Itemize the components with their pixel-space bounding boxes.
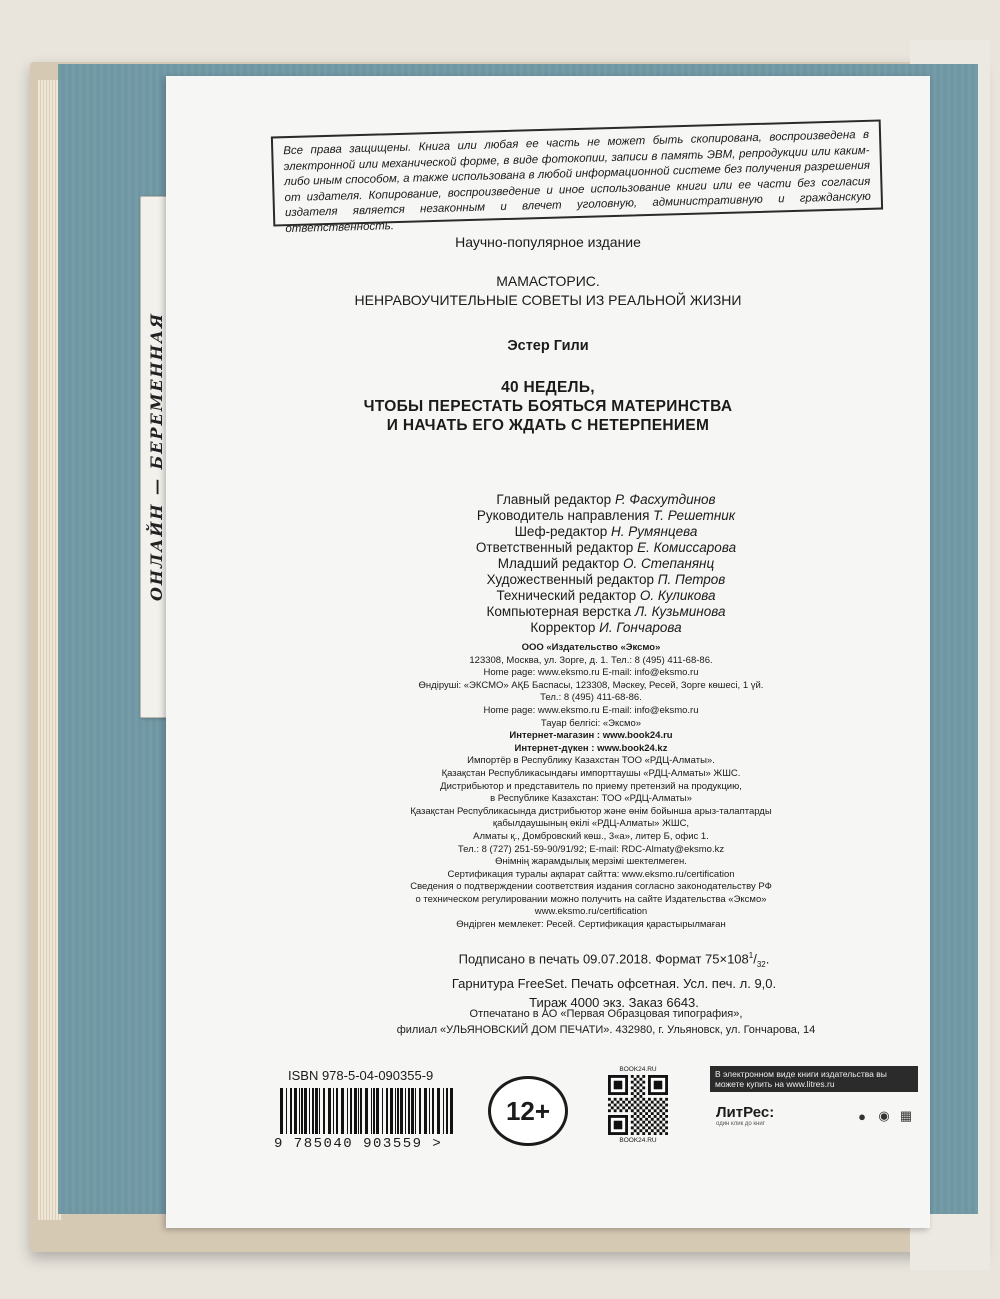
qr-module (631, 1126, 634, 1129)
qr-module (651, 1112, 654, 1115)
publisher-line: в Республике Казахстан: ТОО «РДЦ-Алматы» (490, 793, 692, 805)
publisher-line: 123308, Москва, ул. Зорге, д. 1. Тел.: 8 (495) 411-68-86. (469, 654, 713, 666)
print-details (424, 946, 804, 1012)
series-title (166, 272, 930, 310)
barcode-bar (429, 1088, 430, 1134)
barcode-bar (415, 1088, 416, 1134)
barcode-bar (358, 1088, 359, 1134)
publisher-line: Қазақстан Республикасындағы импорттаушы «РДЦ-Алматы» ЖШС. (441, 767, 741, 779)
staff-name: Л. Кузьминова (634, 604, 726, 619)
publisher-line: Алматы қ., Домбровский көш., 3«а», литер Б, офис 1. (473, 830, 709, 842)
qr-module (614, 1098, 617, 1101)
qr-module (662, 1112, 665, 1115)
qr-module (665, 1104, 668, 1107)
barcode-bar (382, 1088, 383, 1134)
qr-module (659, 1098, 662, 1101)
qr-module (634, 1124, 637, 1127)
qr-module (634, 1078, 637, 1081)
qr-module (639, 1095, 642, 1098)
qr-module (648, 1109, 651, 1112)
printer-info (366, 1006, 846, 1038)
qr-module (639, 1078, 642, 1081)
publisher-line: Тел.: 8 (495) 411-68-86. (540, 692, 642, 704)
barcode-bar (347, 1088, 348, 1134)
staff-role: Руководитель направления (476, 508, 650, 523)
barcode-bar (424, 1088, 427, 1134)
qr-module (619, 1098, 622, 1101)
qr-module (659, 1109, 662, 1112)
publisher-line: Өндіруші: «ЭКСМО» АҚБ Баспасы, 123308, Мәскеу, Ресей, Зорге көшесі, 1 үй. (418, 679, 764, 691)
qr-module (659, 1132, 662, 1135)
qr-module (645, 1106, 648, 1109)
qr-module (657, 1106, 660, 1109)
qr-module (634, 1101, 637, 1104)
qr-module (631, 1104, 634, 1107)
qr-module (634, 1089, 637, 1092)
qr-module (645, 1101, 648, 1104)
qr-module (662, 1129, 665, 1132)
barcode-bar (350, 1088, 352, 1134)
qr-module (648, 1115, 651, 1118)
staff-role: Корректор (530, 620, 596, 635)
staff-name: Т. Решетник (653, 508, 736, 523)
staff-list (396, 492, 816, 636)
qr-module (639, 1124, 642, 1127)
litres-block (710, 1066, 918, 1146)
staff-role: Главный редактор (496, 492, 612, 507)
qr-module (631, 1132, 634, 1135)
qr-module (625, 1098, 628, 1101)
qr-module (665, 1132, 668, 1135)
print-line-2: Гарнитура FreeSet. Печать офсетная. Усл. печ. л. 9,0. (451, 975, 777, 991)
staff-line (396, 540, 816, 556)
series-line-1: МАМАСТОРИС. (496, 273, 600, 289)
barcode-bar (419, 1088, 421, 1134)
barcode-bar (408, 1088, 410, 1134)
qr-module (637, 1098, 640, 1101)
qr-module (637, 1092, 640, 1095)
print-format: Подписано в печать 09.07.2018. Формат 75×108 (458, 951, 749, 967)
qr-module (619, 1104, 622, 1107)
qr-module (654, 1115, 657, 1118)
publisher-line: о техническом регулировании можно получить на сайте Издательства «Эксмо» (415, 893, 767, 905)
qr-finder (614, 1081, 623, 1090)
barcode-bar (309, 1088, 310, 1134)
publisher-line: ООО «Издательство «Эксмо» (521, 642, 661, 653)
publisher-line: Интернет-магазин : www.book24.ru (509, 730, 673, 742)
qr-module (648, 1098, 651, 1101)
staff-line (396, 588, 816, 604)
publisher-line: қабылдаушының өкілі «РДЦ-Алматы» ЖШС, (492, 818, 690, 830)
qr-module (642, 1092, 645, 1095)
barcode-bar (333, 1088, 334, 1134)
staff-line (396, 556, 816, 572)
barcode-bar (299, 1088, 300, 1134)
qr-module (662, 1101, 665, 1104)
staff-line (396, 524, 816, 540)
barcode-bar (390, 1088, 393, 1134)
qr-module (657, 1112, 660, 1115)
barcode-image (278, 1088, 458, 1136)
qr-module (665, 1115, 668, 1118)
staff-name: О. Куликова (639, 588, 716, 603)
qr-module (611, 1106, 614, 1109)
barcode-bar (386, 1088, 388, 1134)
barcode-bar (323, 1088, 325, 1134)
qr-module (611, 1101, 614, 1104)
imprint-page (166, 76, 930, 1228)
qr-module (659, 1104, 662, 1107)
qr-module (648, 1104, 651, 1107)
publisher-line: Импортёр в Республику Казахстан ТОО «РДЦ-Алматы». (467, 755, 715, 767)
qr-module (659, 1115, 662, 1118)
qr-module (642, 1104, 645, 1107)
publisher-line: Қазақстан Республикасында дистрибьютор және өнім бойынша арыз-талаптарды (410, 805, 772, 817)
qr-module (634, 1084, 637, 1087)
qr-module (631, 1109, 634, 1112)
qr-module (639, 1112, 642, 1115)
qr-module (637, 1132, 640, 1135)
qr-code-icon (608, 1075, 668, 1135)
qr-module (622, 1101, 625, 1104)
publisher-line: Home page: www.eksmo.ru E-mail: info@eksmo.ru (483, 704, 699, 716)
qr-module (645, 1129, 648, 1132)
qr-module (642, 1126, 645, 1129)
qr-module (617, 1101, 620, 1104)
qr-module (614, 1104, 617, 1107)
age-rating-badge: 12+ (488, 1076, 568, 1146)
qr-module (619, 1109, 622, 1112)
qr-module (622, 1106, 625, 1109)
barcode-bar (395, 1088, 396, 1134)
barcode-bar (443, 1088, 444, 1134)
qr-module (651, 1101, 654, 1104)
qr-module (657, 1129, 660, 1132)
qr-module (654, 1098, 657, 1101)
qr-module (637, 1121, 640, 1124)
staff-line (396, 492, 816, 508)
firefox-icon: ◉ (878, 1108, 890, 1123)
publisher-line: Сведения о подтверждении соответствия издания согласно законодательству РФ (410, 881, 772, 893)
qr-module (665, 1098, 668, 1101)
qr-module (639, 1101, 642, 1104)
staff-role: Младший редактор (497, 556, 620, 571)
barcode-bar (336, 1088, 338, 1134)
barcode-bar (373, 1088, 375, 1134)
printer-line-2: филиал «УЛЬЯНОВСКИЙ ДОМ ПЕЧАТИ». 432980, г. Ульяновск, ул. Гончарова, 14 (396, 1024, 816, 1036)
qr-module (637, 1086, 640, 1089)
staff-name: Е. Комиссарова (637, 540, 737, 555)
barcode-bar (400, 1088, 403, 1134)
qr-module (631, 1121, 634, 1124)
publisher-line: www.eksmo.ru/certification (534, 906, 648, 918)
staff-name: Н. Румянцева (611, 524, 698, 539)
qr-module (634, 1129, 637, 1132)
print-line-1: Подписано в печать 09.07.2018. Формат $75\times 108^1/_{32}$. (458, 951, 770, 969)
qr-module (648, 1121, 651, 1124)
qr-module (654, 1132, 657, 1135)
staff-name: О. Степанянц (622, 556, 715, 571)
staff-name: П. Петров (657, 572, 726, 587)
barcode-bar (312, 1088, 314, 1134)
title-line-3: И НАЧАТЬ ЕГО ЖДАТЬ С НЕТЕРПЕНИЕМ (386, 417, 710, 434)
qr-module (648, 1126, 651, 1129)
publisher-line: Өндірген мемлекет: Ресей. Сертификация қарастырылмаған (456, 919, 726, 931)
qr-block (598, 1066, 678, 1150)
qr-module (642, 1109, 645, 1112)
qr-module (637, 1126, 640, 1129)
qr-module (631, 1081, 634, 1084)
book-title (166, 378, 930, 435)
qr-module (634, 1118, 637, 1121)
bookmark-text: ОНЛАЙН — БЕРЕМЕННАЯ (147, 312, 166, 602)
qr-module (625, 1104, 628, 1107)
qr-module (608, 1098, 611, 1101)
qr-module (642, 1121, 645, 1124)
staff-role: Технический редактор (496, 588, 637, 603)
barcode-bar (376, 1088, 379, 1134)
barcode-bar (411, 1088, 414, 1134)
qr-module (665, 1126, 668, 1129)
barcode-bar (437, 1088, 440, 1134)
qr-module (651, 1118, 654, 1121)
barcode-bar (286, 1088, 287, 1134)
qr-module (628, 1106, 631, 1109)
litres-tagline: один клик до книг (716, 1121, 765, 1127)
qr-module (639, 1118, 642, 1121)
qr-module (665, 1121, 668, 1124)
barcode-bar (446, 1088, 448, 1134)
staff-role: Ответственный редактор (475, 540, 634, 555)
qr-module (639, 1084, 642, 1087)
qr-module (659, 1121, 662, 1124)
staff-role: Компьютерная верстка (486, 604, 632, 619)
format-numerator: 1 (748, 951, 754, 960)
qr-module (637, 1081, 640, 1084)
qr-module (631, 1092, 634, 1095)
litres-banner: В электронном виде книги издательства вы можете купить на www.litres.ru (710, 1066, 918, 1092)
barcode-bar (315, 1088, 318, 1134)
qr-module (634, 1106, 637, 1109)
qr-module (642, 1098, 645, 1101)
barcode-bar (360, 1088, 362, 1134)
qr-module (651, 1124, 654, 1127)
title-line-1: 40 НЕДЕЛЬ, (501, 379, 595, 396)
barcode-bar (319, 1088, 320, 1134)
qr-module (634, 1095, 637, 1098)
staff-role: Художественный редактор (486, 572, 654, 587)
barcode-bar (450, 1088, 453, 1134)
series-line-2: НЕНРАВОУЧИТЕЛЬНЫЕ СОВЕТЫ ИЗ РЕАЛЬНОЙ ЖИЗНИ (354, 292, 742, 308)
qr-module (637, 1104, 640, 1107)
staff-name: Р. Фасхутдинов (614, 492, 716, 507)
qr-module (648, 1132, 651, 1135)
genre-label: Научно-популярное издание (455, 234, 641, 250)
qr-module (654, 1109, 657, 1112)
qr-module (665, 1109, 668, 1112)
barcode-bar (294, 1088, 297, 1134)
qr-module (645, 1112, 648, 1115)
publisher-line: Дистрибьютор и представитель по приему претензий на продукцию, (440, 780, 742, 792)
qr-module (631, 1086, 634, 1089)
staff-name: И. Гончарова (599, 620, 682, 635)
printer-line-1: Отпечатано в АО «Первая Образцовая типография», (469, 1008, 743, 1020)
publisher-line: Home page: www.eksmo.ru E-mail: info@eksmo.ru (483, 667, 699, 679)
qr-module (657, 1124, 660, 1127)
qr-module (662, 1118, 665, 1121)
barcode-digits: 9 785040 903559 > (274, 1136, 443, 1152)
qr-module (659, 1126, 662, 1129)
qr-module (662, 1124, 665, 1127)
barcode-bar (328, 1088, 331, 1134)
qr-module (637, 1109, 640, 1112)
qr-module (654, 1121, 657, 1124)
qr-module (637, 1115, 640, 1118)
print-line-3: Тираж 4000 экз. Заказ 6643. (529, 994, 699, 1010)
qr-module (642, 1081, 645, 1084)
qr-module (651, 1129, 654, 1132)
qr-module (631, 1098, 634, 1101)
qr-module (608, 1109, 611, 1112)
title-line-2: ЧТОБЫ ПЕРЕСТАТЬ БОЯТЬСЯ МАТЕРИНСТВА (363, 398, 733, 415)
windows-icon: ▦ (899, 1108, 913, 1123)
staff-line (396, 572, 816, 588)
apple-icon (832, 1108, 848, 1124)
isbn-number: ISBN 978-5-04-090355-9 (288, 1068, 434, 1083)
qr-module (642, 1086, 645, 1089)
barcode-bar (397, 1088, 399, 1134)
publisher-info (356, 642, 826, 932)
qr-finder (654, 1081, 663, 1090)
qr-label-bottom: BOOK24.RU (619, 1137, 657, 1144)
qr-module (617, 1106, 620, 1109)
barcode-bar (280, 1088, 283, 1134)
qr-module (657, 1101, 660, 1104)
publisher-line: Сертификация туралы ақпарат сайтта: www.eksmo.ru/certification (447, 868, 735, 880)
qr-module (642, 1115, 645, 1118)
barcode-bar (290, 1088, 292, 1134)
qr-module (631, 1115, 634, 1118)
qr-module (654, 1126, 657, 1129)
qr-module (642, 1132, 645, 1135)
barcode-bar (304, 1088, 307, 1134)
qr-module (657, 1118, 660, 1121)
format-denominator: 32 (756, 959, 766, 969)
qr-module (654, 1104, 657, 1107)
author-name: Эстер Гили (507, 338, 589, 354)
publisher-line: Тауар белгісі: «Эксмо» (540, 717, 642, 729)
qr-module (614, 1109, 617, 1112)
qr-module (645, 1118, 648, 1121)
barcode-bar (432, 1088, 434, 1134)
staff-role: Шеф-редактор (514, 524, 608, 539)
android-icon: ● (858, 1108, 866, 1124)
qr-module (628, 1101, 631, 1104)
qr-module (639, 1089, 642, 1092)
barcode-bar (354, 1088, 357, 1134)
qr-module (634, 1112, 637, 1115)
qr-module (642, 1075, 645, 1078)
barcode-bar (405, 1088, 406, 1134)
copyright-notice: Все права защищены. Книга или любая ее часть не может быть скопирована, воспроизведена в электронной или механической форме, в виде фотокопии, записи в память ЭВМ, репродукции или каким-либо иным способом, а также использована в любой информационной системе без получения разрешения от издателя. Копирование, воспроизведение и иное использование книги или ее части без согласия издателя является незаконным и влечет уголовную, административную и гражданскую ответственность. (271, 120, 883, 227)
qr-module (608, 1104, 611, 1107)
qr-module (651, 1106, 654, 1109)
barcode-bar (341, 1088, 344, 1134)
platform-icons (832, 1108, 914, 1124)
staff-line (396, 620, 816, 636)
qr-module (662, 1106, 665, 1109)
publisher-line: Интернет-дүкен : www.book24.kz (514, 742, 668, 754)
barcode-bar (301, 1088, 303, 1134)
barcode-bar (371, 1088, 372, 1134)
qr-module (639, 1129, 642, 1132)
litres-logo: ЛитРес: (716, 1104, 775, 1121)
qr-module (625, 1109, 628, 1112)
qr-finder (614, 1121, 623, 1130)
publisher-line: Өнімнің жарамдылық мерзімі шектелмеген. (495, 856, 687, 868)
qr-label: BOOK24.RU (619, 1066, 657, 1073)
staff-line (396, 604, 816, 620)
qr-module (637, 1075, 640, 1078)
publisher-line: Тел.: 8 (727) 251-59-90/91/92; E-mail: RDC-Almaty@eksmo.kz (457, 843, 725, 855)
qr-module (639, 1106, 642, 1109)
qr-module (645, 1124, 648, 1127)
staff-line (396, 508, 816, 524)
barcode-bar (365, 1088, 368, 1134)
qr-module (631, 1075, 634, 1078)
